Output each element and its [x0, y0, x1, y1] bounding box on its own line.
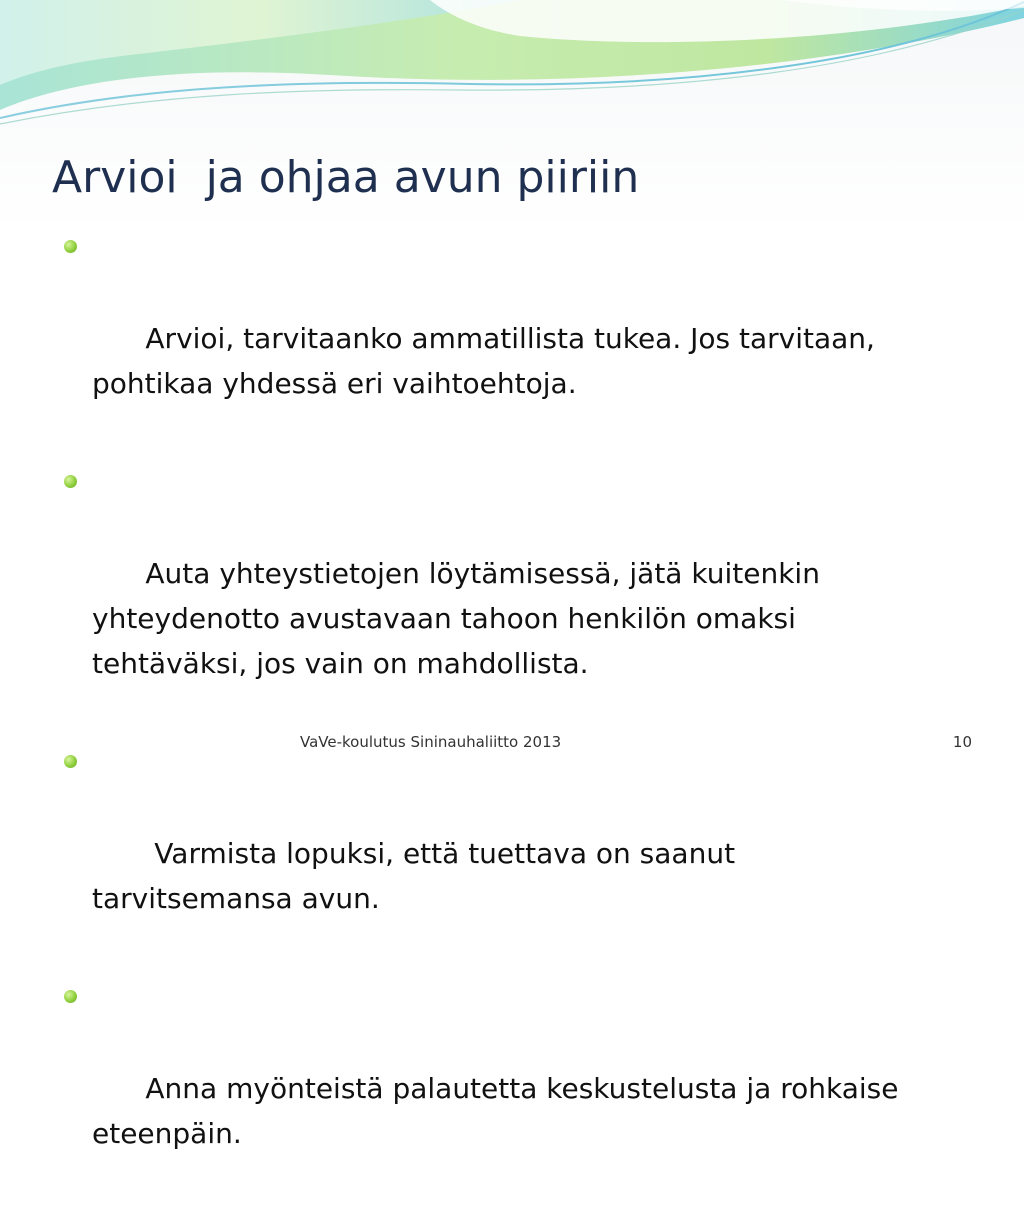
bullet-text: Varmista lopuksi, että tuettava on saanut tarvitsemansa avun. [92, 837, 736, 915]
bullet-text: Arvioi, tarvitaanko ammatillista tukea. Jos tarvitaan, pohtikaa yhdessä eri vaihtoehtoja. [92, 322, 875, 400]
page-number: 10 [952, 733, 972, 751]
bullet-item [60, 741, 960, 966]
bullet-dot-icon [64, 990, 77, 1003]
bullet-item [60, 976, 960, 1201]
bullet-item [60, 461, 960, 731]
bullet-list [60, 226, 960, 1211]
footer-text: VaVe-koulutus Sininauhaliitto 2013 [300, 733, 562, 751]
decorative-wave-banner [0, 0, 1024, 130]
slide-title: Arvioi ja ohjaa avun piiriin [52, 152, 640, 203]
bullet-dot-icon [64, 755, 77, 768]
bullet-text: Anna myönteistä palautetta keskustelusta ja rohkaise eteenpäin. [92, 1072, 899, 1150]
bullet-dot-icon [64, 240, 77, 253]
bullet-dot-icon [64, 475, 77, 488]
bullet-text: Auta yhteystietojen löytämisessä, jätä kuitenkin yhteydenotto avustavaan tahoon henkilön omaksi tehtäväksi, jos vain on mahdollista. [92, 557, 820, 680]
bullet-item [60, 226, 960, 451]
